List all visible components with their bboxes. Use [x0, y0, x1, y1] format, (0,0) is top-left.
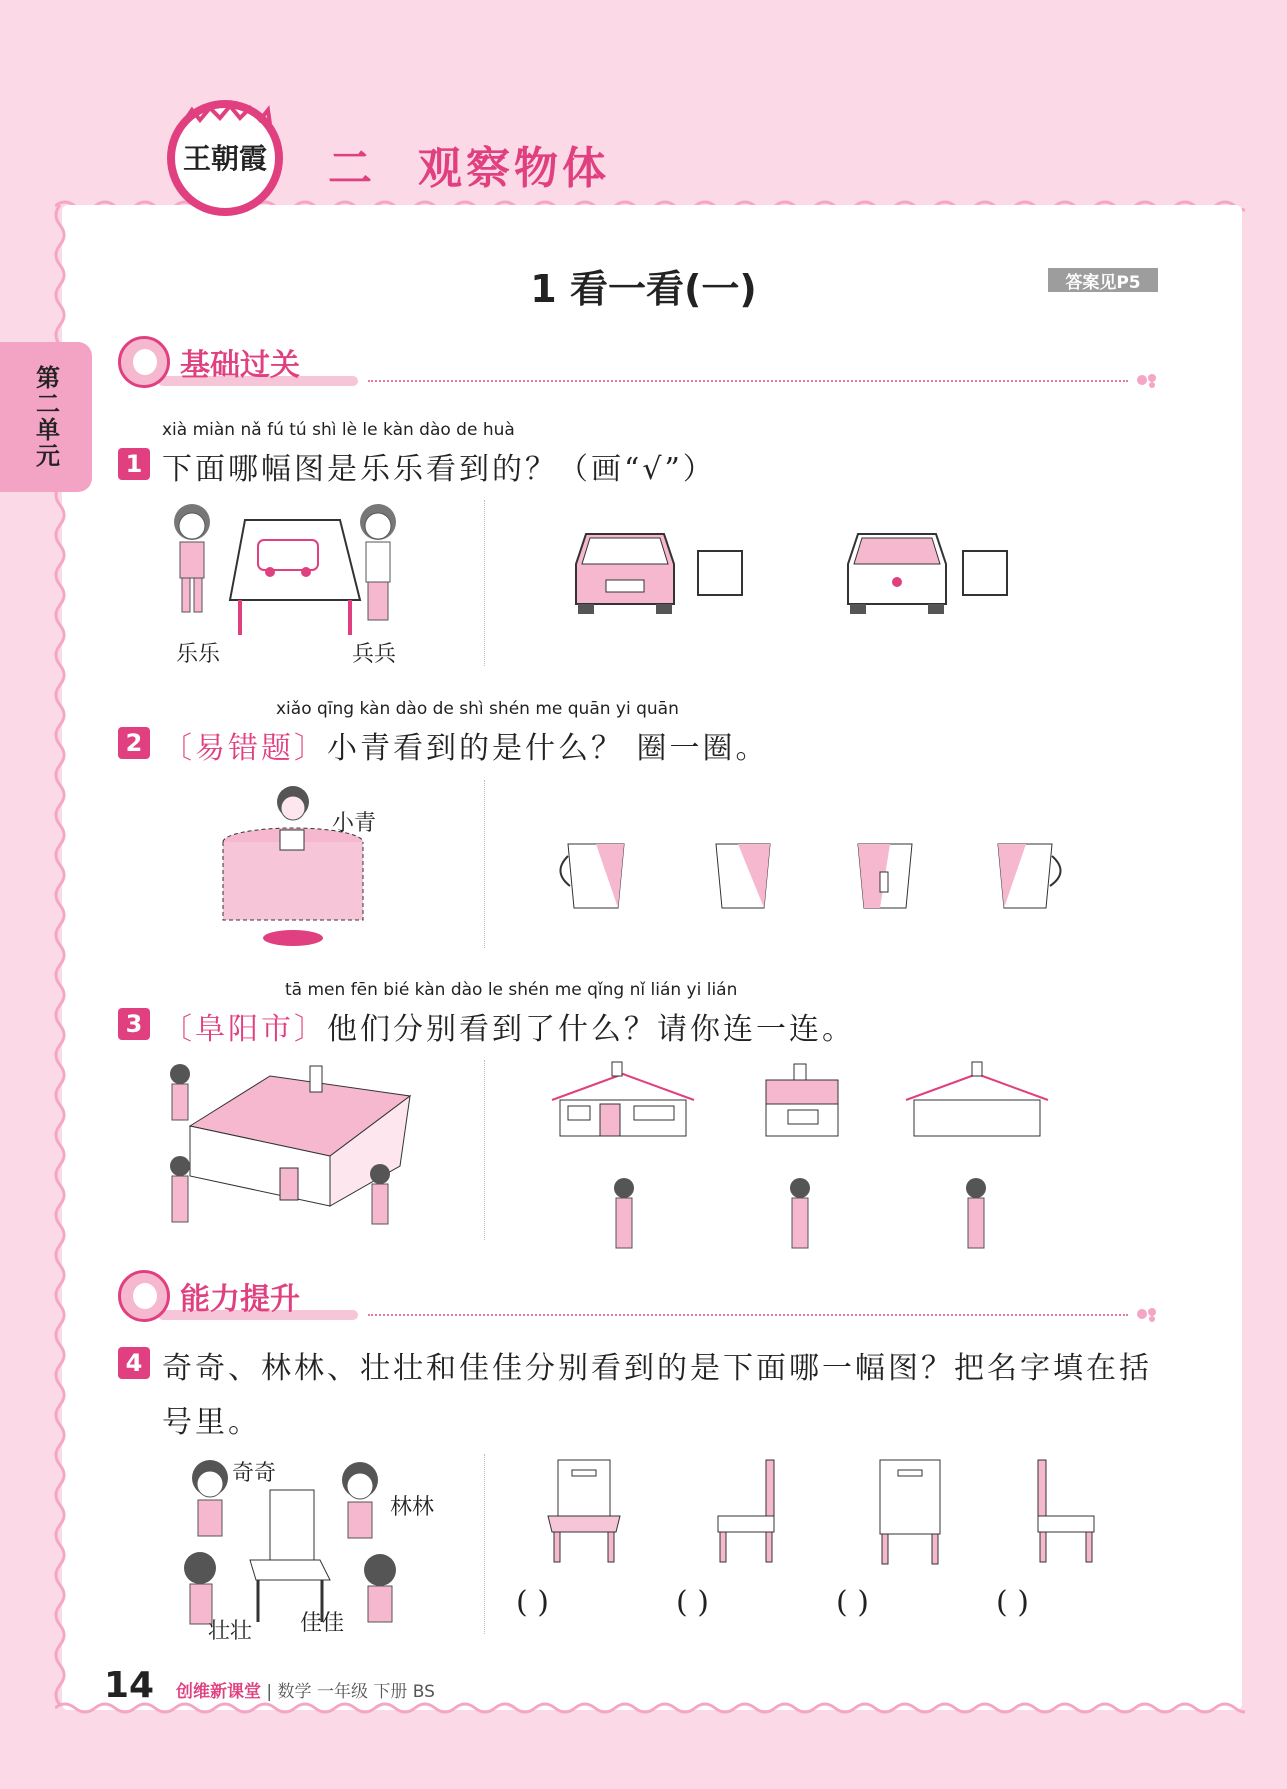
q2-option-cup-2[interactable]	[708, 836, 778, 916]
brand-logo-seal	[160, 90, 290, 220]
page-number: 14	[104, 1665, 155, 1706]
q1-option-car-back[interactable]	[838, 524, 956, 616]
q1-answer-box-1[interactable]	[697, 550, 743, 596]
chapter-title: 观察物体	[418, 143, 610, 194]
q2-option-cup-4[interactable]	[990, 836, 1072, 916]
q4-divider	[484, 1454, 485, 1634]
q3-child-2-icon[interactable]	[780, 1176, 820, 1250]
q2-text-body: 小青看到的是什么？ 圈一圈。	[327, 731, 769, 766]
q2-text	[162, 723, 769, 767]
q3-number: 3	[118, 1008, 150, 1040]
decor-dots-icon	[1136, 1306, 1160, 1322]
q4-answer-paren-3[interactable]: ( )	[836, 1585, 869, 1620]
q4-text-line1: 奇奇、林林、壮壮和佳佳分别看到的是下面哪一幅图？把名字填在括	[162, 1351, 1152, 1386]
q1-answer-box-2[interactable]	[962, 550, 1008, 596]
section-mascot-icon	[118, 1270, 170, 1322]
q1-label-bingbing: 兵兵	[352, 642, 397, 667]
unit-side-tab-label: 第二单元	[31, 365, 60, 469]
q4-option-chair-front[interactable]	[544, 1456, 624, 1566]
q2-tag: 〔易错题〕	[162, 731, 327, 766]
section-basic	[118, 336, 1158, 396]
section-divider	[368, 380, 1128, 382]
q4-scene-illustration	[170, 1450, 410, 1640]
q4-answer-paren-1[interactable]: ( )	[516, 1585, 549, 1620]
q1-divider	[484, 500, 485, 666]
q4-option-chair-side-left[interactable]	[1030, 1456, 1110, 1566]
unit-side-tab	[0, 342, 92, 492]
decor-dots-icon	[1136, 372, 1160, 388]
q4-label-zhuangzhuang: 壮壮	[208, 1619, 253, 1644]
q2-pinyin: xiǎo qīng kàn dào de shì shén me quān yi quān	[276, 699, 679, 719]
lesson-title: 1 看一看(一)	[530, 267, 757, 311]
q4-label-jiajia: 佳佳	[300, 1611, 345, 1636]
q2-option-cup-3[interactable]	[850, 836, 920, 916]
section-advanced	[118, 1270, 1158, 1330]
q4-label-linlin: 林林	[390, 1495, 435, 1520]
q4-answer-paren-2[interactable]: ( )	[676, 1585, 709, 1620]
q3-child-1-icon[interactable]	[604, 1176, 644, 1250]
q3-option-house-back[interactable]	[902, 1060, 1052, 1140]
answer-reference-badge: 答案见P5	[1048, 268, 1158, 292]
q2-option-cup-1[interactable]	[556, 836, 636, 916]
q3-text-body: 他们分别看到了什么？请你连一连。	[327, 1012, 855, 1047]
bottom-wave-border	[55, 1700, 1245, 1716]
q3-child-3-icon[interactable]	[956, 1176, 996, 1250]
chapter-number: 二	[328, 143, 376, 194]
section-advanced-title: 能力提升	[180, 1282, 300, 1317]
q3-option-house-side[interactable]	[760, 1060, 844, 1140]
q3-option-house-front[interactable]	[548, 1060, 698, 1140]
chapter-heading	[328, 132, 610, 196]
q2-number: 2	[118, 727, 150, 759]
section-divider	[368, 1314, 1128, 1316]
footer-book-info: | 数学 一年级 下册 BS	[266, 1682, 435, 1702]
q3-scene-illustration	[160, 1056, 420, 1236]
q4-number: 4	[118, 1347, 150, 1379]
q3-divider	[484, 1060, 485, 1240]
q1-pinyin: xià miàn nǎ fú tú shì lè le kàn dào de huà	[162, 420, 515, 440]
footer-info	[176, 1677, 435, 1702]
q1-scene-illustration	[160, 500, 420, 640]
q2-label-xiaoqing: 小青	[332, 811, 377, 836]
q4-label-qiqi: 奇奇	[232, 1461, 277, 1486]
footer-brand: 创维新课堂	[176, 1682, 261, 1702]
q1-label-lele: 乐乐	[176, 642, 221, 667]
q4-option-chair-side-right[interactable]	[710, 1456, 790, 1566]
q3-tag: 〔阜阳市〕	[162, 1012, 327, 1047]
q1-option-car-front[interactable]	[566, 524, 684, 616]
q4-option-chair-back[interactable]	[870, 1456, 950, 1566]
q3-text	[162, 1004, 855, 1048]
logo-text: 王朝霞	[182, 142, 268, 175]
q3-pinyin: tā men fēn bié kàn dào le shén me qǐng nǐ lián yi lián	[285, 980, 738, 1000]
q2-divider	[484, 780, 485, 948]
q1-number: 1	[118, 448, 150, 480]
q4-text-line2: 号里。	[162, 1405, 261, 1440]
section-basic-title: 基础过关	[180, 348, 300, 383]
section-mascot-icon	[118, 336, 170, 388]
q1-text: 下面哪幅图是乐乐看到的？（画“√”）	[162, 452, 716, 487]
q4-answer-paren-4[interactable]: ( )	[996, 1585, 1029, 1620]
